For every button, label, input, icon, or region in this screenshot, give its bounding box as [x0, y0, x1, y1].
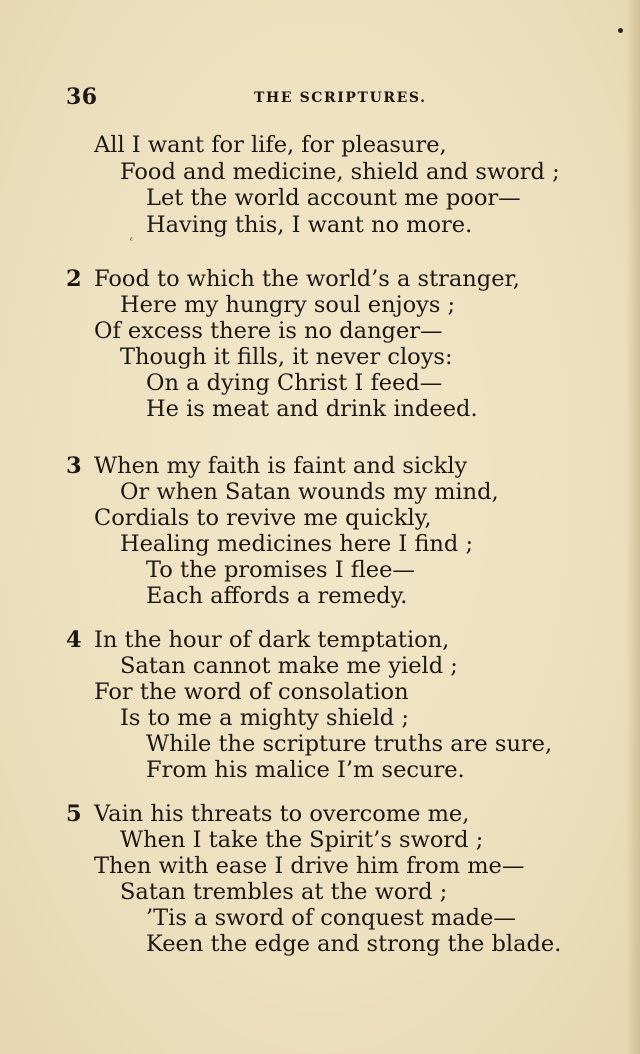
verse-line: To the promises I flee— [146, 557, 415, 583]
verse-line: Food and medicine, shield and sword ; [120, 159, 560, 185]
running-head: THE SCRIPTURES. [254, 90, 427, 106]
verse-line: He is meat and drink indeed. [146, 396, 478, 422]
stanza-number: 3 [66, 453, 82, 479]
verse-line: From his malice I’m secure. [146, 757, 465, 783]
verse-line: Food to which the world’s a stranger, [94, 266, 520, 292]
verse-line: Though it fills, it never cloys: [120, 344, 453, 370]
verse-line: Let the world account me poor— [146, 185, 521, 211]
verse-line: Here my hungry soul enjoys ; [120, 292, 456, 318]
verse-line: Having this, I want no more. [146, 212, 473, 238]
verse-line: ’Tis a sword of conquest made— [146, 905, 516, 931]
verse-line: While the scripture truths are sure, [146, 731, 553, 757]
verse-line: Healing medicines here I find ; [120, 531, 474, 557]
verse-line: Vain his threats to overcome me, [94, 801, 470, 827]
verse-line: On a dying Christ I feed— [146, 370, 443, 396]
verse-line: Keen the edge and strong the blade. [146, 931, 562, 957]
page-number: 36 [66, 84, 98, 110]
stanza-number: 2 [66, 266, 82, 292]
verse-line: Cordials to revive me quickly, [94, 505, 432, 531]
verse-line: Is to me a mighty shield ; [120, 705, 409, 731]
verse-line: Each affords a remedy. [146, 583, 408, 609]
verse-line: Satan cannot make me yield ; [120, 653, 458, 679]
verse-line: Of excess there is no danger— [94, 318, 443, 344]
stanza-number: 4 [66, 627, 82, 653]
verse-line: When my faith is faint and sickly [94, 453, 468, 479]
verse-line: Or when Satan wounds my mind, [120, 479, 499, 505]
verse-line: When I take the Spirit’s sword ; [120, 827, 484, 853]
ink-speck [618, 28, 623, 33]
stanza-number: 5 [66, 801, 82, 827]
verse-line: In the hour of dark temptation, [94, 627, 450, 653]
ink-smudge-mark: ᵋ [130, 236, 134, 247]
verse-line: For the word of consolation [94, 679, 409, 705]
verse-line: Satan trembles at the word ; [120, 879, 448, 905]
verse-line: Then with ease I drive him from me— [94, 853, 525, 879]
verse-line: All I want for life, for pleasure, [94, 132, 447, 158]
page-gutter-shadow [626, 0, 640, 1054]
